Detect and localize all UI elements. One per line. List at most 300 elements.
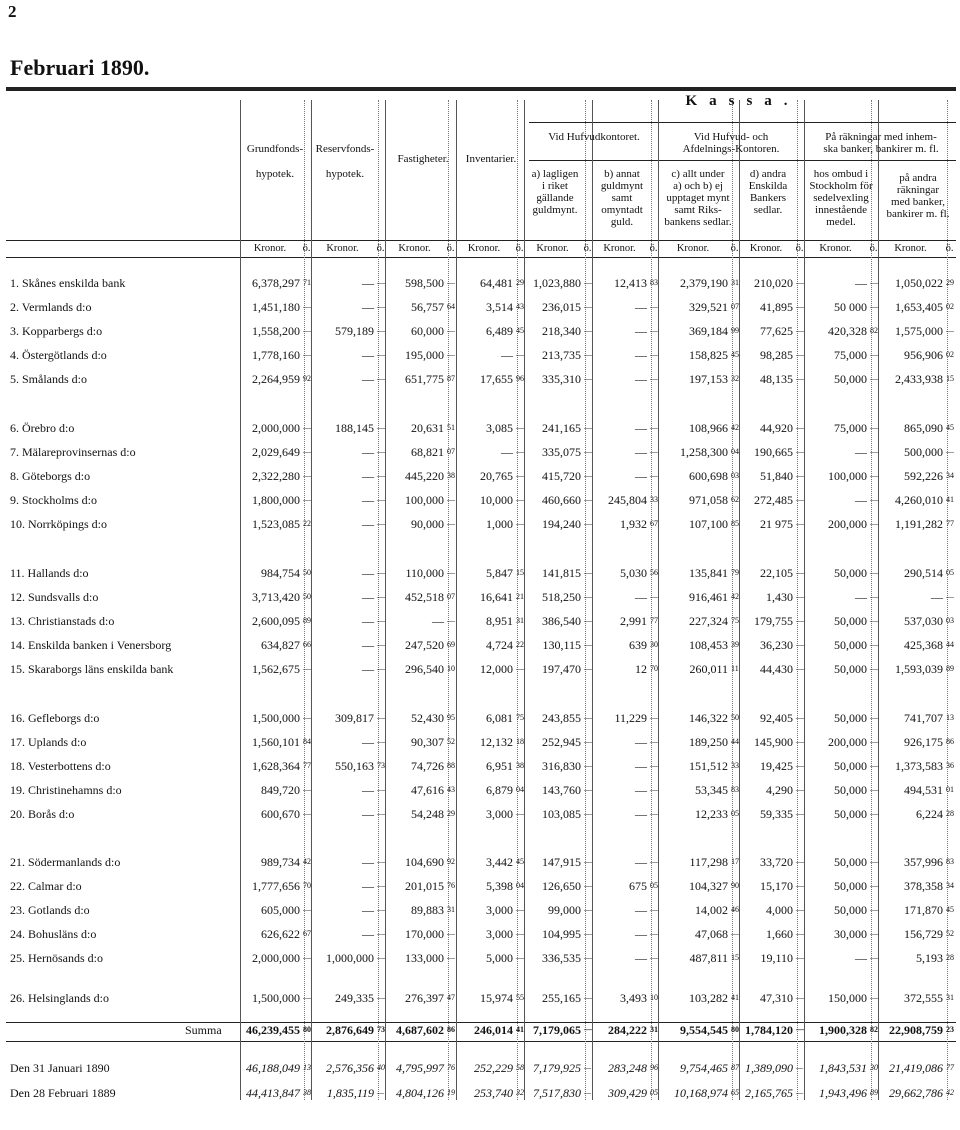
cell-ore: 89 bbox=[946, 664, 954, 673]
cell-ore: 77 bbox=[303, 761, 311, 770]
cell-ore: — bbox=[870, 302, 878, 311]
cell-ore: — bbox=[303, 953, 311, 962]
cell-ore: 83 bbox=[731, 785, 739, 794]
cell-ore: 29 bbox=[516, 278, 524, 287]
cell-kronor: 245,804 bbox=[608, 493, 647, 507]
cell-ore: — bbox=[870, 761, 878, 770]
cell-kronor: 1,660 bbox=[766, 927, 793, 941]
cell-ore: 82 bbox=[870, 326, 878, 335]
cell-ore: — bbox=[377, 857, 385, 866]
cell-ore: 55 bbox=[516, 993, 524, 1002]
cell-ore: 41 bbox=[731, 993, 739, 1002]
cell-kronor: 249,335 bbox=[335, 991, 374, 1005]
cell-kronor: 19,425 bbox=[760, 759, 793, 773]
cell-ore: — bbox=[650, 713, 658, 722]
cell-ore: — bbox=[584, 423, 592, 432]
col-d-header-line: Enskilda bbox=[748, 180, 788, 192]
cell-ore: — bbox=[584, 1025, 592, 1034]
cell-ore: 43 bbox=[516, 302, 524, 311]
cell-kronor: 33,720 bbox=[760, 855, 793, 869]
cell-ore: — bbox=[870, 447, 878, 456]
unit-kronor: Kronor. bbox=[603, 243, 636, 254]
cell-kronor: 16,641 bbox=[480, 590, 513, 604]
pa-rakningar-header bbox=[806, 131, 956, 155]
cell-kronor: — bbox=[362, 927, 374, 941]
cell-kronor: 252,229 bbox=[474, 1061, 513, 1075]
cell-ore: 11 bbox=[731, 664, 739, 673]
cell-ore: 33 bbox=[731, 761, 739, 770]
vid-hufvud-afd-header-line: Afdelnings-Kontoren. bbox=[682, 143, 780, 155]
cell-kronor: 4,687,602 bbox=[396, 1023, 444, 1037]
cell-kronor: 54,248 bbox=[411, 807, 444, 821]
cell-kronor: 36,230 bbox=[760, 638, 793, 652]
col-a-header-line: gällande bbox=[536, 192, 574, 204]
cell-ore: — bbox=[584, 374, 592, 383]
reservfonds-header-2 bbox=[305, 168, 385, 180]
table-row bbox=[0, 443, 960, 461]
cell-kronor: 50 000 bbox=[834, 300, 867, 314]
cell-kronor: 141,815 bbox=[542, 566, 581, 580]
col-b-header-line: guldmynt bbox=[600, 180, 644, 192]
cell-kronor: — bbox=[635, 324, 647, 338]
cell-ore: 30 bbox=[870, 1063, 878, 1072]
unit-kronor: Kronor. bbox=[536, 243, 569, 254]
cell-kronor: 6,224 bbox=[916, 807, 943, 821]
cell-ore: — bbox=[796, 423, 804, 432]
vid-hufvud-afd-header-line: Vid Hufvud- och bbox=[693, 131, 769, 143]
cell-ore: — bbox=[303, 302, 311, 311]
cell-kronor: 255,165 bbox=[542, 991, 581, 1005]
cell-kronor: 3,000 bbox=[486, 807, 513, 821]
table-row bbox=[0, 370, 960, 388]
cell-kronor: 107,100 bbox=[689, 517, 728, 531]
cell-ore: 86 bbox=[946, 737, 954, 746]
cell-ore: — bbox=[796, 881, 804, 890]
cell-kronor: 12,233 bbox=[695, 807, 728, 821]
cell-ore: — bbox=[870, 713, 878, 722]
unit-kronor: Kronor. bbox=[467, 243, 501, 254]
cell-ore: — bbox=[584, 1063, 592, 1072]
cell-ore: — bbox=[303, 713, 311, 722]
cell-kronor: 1,373,583 bbox=[895, 759, 943, 773]
cell-ore: — bbox=[377, 278, 385, 287]
unit-kronor: Kronor. bbox=[819, 243, 852, 254]
cell-ore: — bbox=[447, 953, 455, 962]
cell-ore: 86 bbox=[447, 1025, 455, 1034]
cell-kronor: 236,015 bbox=[542, 300, 581, 314]
cell-ore: 22 bbox=[303, 519, 311, 528]
cell-ore: 95 bbox=[447, 713, 455, 722]
cell-kronor: 6,081 bbox=[486, 711, 513, 725]
cell-kronor: 10,168,974 bbox=[674, 1086, 728, 1100]
cell-kronor: 651,775 bbox=[405, 372, 444, 386]
cell-ore: — bbox=[303, 447, 311, 456]
reservfonds-header-2-line: hypotek. bbox=[325, 168, 365, 180]
cell-ore: 92 bbox=[303, 374, 311, 383]
cell-ore: — bbox=[650, 809, 658, 818]
cell-kronor: — bbox=[362, 735, 374, 749]
cell-kronor: 247,520 bbox=[405, 638, 444, 652]
cell-ore: 67 bbox=[303, 929, 311, 938]
cell-kronor: — bbox=[362, 348, 374, 362]
cell-kronor: 11,229 bbox=[614, 711, 647, 725]
cell-kronor: 1,593,039 bbox=[895, 662, 943, 676]
cell-kronor: 1,843,531 bbox=[819, 1061, 867, 1075]
cell-kronor: 98,285 bbox=[760, 348, 793, 362]
cell-ore: 05 bbox=[731, 809, 739, 818]
cell-kronor: — bbox=[501, 445, 513, 459]
cell-kronor: 75,000 bbox=[834, 348, 867, 362]
cell-kronor: 1,575,000 bbox=[895, 324, 943, 338]
pa-andra-header-line: på andra bbox=[899, 172, 937, 184]
cell-ore: — bbox=[650, 761, 658, 770]
inventarier-header bbox=[457, 153, 525, 165]
cell-ore: — bbox=[303, 785, 311, 794]
cell-kronor: 135,841 bbox=[689, 566, 728, 580]
unit-ore: ö. bbox=[945, 243, 954, 254]
cell-kronor: 4,795,997 bbox=[396, 1061, 444, 1075]
cell-kronor: 1,191,282 bbox=[895, 517, 943, 531]
cell-ore: 28 bbox=[946, 953, 954, 962]
cell-kronor: — bbox=[362, 590, 374, 604]
cell-ore: — bbox=[870, 809, 878, 818]
cell-ore: — bbox=[650, 350, 658, 359]
cell-kronor: 1,777,656 bbox=[252, 879, 300, 893]
cell-ore: — bbox=[447, 495, 455, 504]
grundfonds-header-2 bbox=[240, 168, 310, 180]
table-row bbox=[0, 564, 960, 582]
cell-kronor: 4,260,010 bbox=[895, 493, 943, 507]
cell-kronor: — bbox=[635, 951, 647, 965]
cell-kronor: 29,662,786 bbox=[889, 1086, 943, 1100]
cell-ore: — bbox=[516, 809, 524, 818]
table-row bbox=[0, 515, 960, 533]
cell-ore: — bbox=[584, 519, 592, 528]
cell-ore: — bbox=[870, 640, 878, 649]
row-label: 6. Örebro d:o bbox=[10, 421, 75, 435]
cell-kronor: 4,804,126 bbox=[396, 1086, 444, 1100]
cell-ore: — bbox=[377, 1088, 385, 1097]
table-row bbox=[0, 636, 960, 654]
cell-kronor: 50,000 bbox=[834, 566, 867, 580]
cell-kronor: 916,461 bbox=[689, 590, 728, 604]
cell-ore: 80 bbox=[303, 1025, 311, 1034]
cell-kronor: 1,258,300 bbox=[680, 445, 728, 459]
cell-kronor: — bbox=[501, 348, 513, 362]
cell-ore: — bbox=[650, 857, 658, 866]
rule-line bbox=[529, 122, 956, 123]
cell-ore: — bbox=[377, 350, 385, 359]
cell-ore: 42 bbox=[303, 857, 311, 866]
cell-kronor: 7,517,830 bbox=[533, 1086, 581, 1100]
cell-ore: — bbox=[870, 737, 878, 746]
cell-kronor: 425,368 bbox=[904, 638, 943, 652]
cell-ore: — bbox=[303, 495, 311, 504]
cell-kronor: — bbox=[362, 445, 374, 459]
unit-ore: ö. bbox=[446, 243, 455, 254]
cell-kronor: 195,000 bbox=[405, 348, 444, 362]
cell-kronor: 6,951 bbox=[486, 759, 513, 773]
cell-kronor: 1,500,000 bbox=[252, 711, 300, 725]
table-row bbox=[0, 612, 960, 630]
cell-ore: 89 bbox=[870, 1088, 878, 1097]
fastigheter-header bbox=[388, 153, 458, 165]
cell-kronor: 336,535 bbox=[542, 951, 581, 965]
cell-kronor: 47,068 bbox=[695, 927, 728, 941]
col-d-header-line: d) andra bbox=[749, 168, 787, 180]
cell-kronor: — bbox=[635, 445, 647, 459]
cell-ore: 13 bbox=[946, 713, 954, 722]
col-a-header-line: a) lagligen bbox=[531, 168, 579, 180]
cell-kronor: 104,995 bbox=[542, 927, 581, 941]
cell-ore: — bbox=[516, 495, 524, 504]
table-row bbox=[0, 989, 960, 1007]
cell-ore: 96 bbox=[650, 1063, 658, 1072]
row-label: 18. Vesterbottens d:o bbox=[10, 759, 111, 773]
cell-kronor: 253,740 bbox=[474, 1086, 513, 1100]
cell-kronor: 1,900,328 bbox=[819, 1023, 867, 1037]
col-c-header-line: a) och b) ej bbox=[673, 180, 723, 192]
cell-ore: — bbox=[796, 761, 804, 770]
cell-kronor: 335,075 bbox=[542, 445, 581, 459]
cell-kronor: — bbox=[362, 276, 374, 290]
cell-kronor: 210,020 bbox=[754, 276, 793, 290]
cell-kronor: 4,724 bbox=[486, 638, 513, 652]
cell-kronor: 99,000 bbox=[548, 903, 581, 917]
cell-ore: 31 bbox=[731, 278, 739, 287]
row-label: 12. Sundsvalls d:o bbox=[10, 590, 99, 604]
cell-ore: — bbox=[650, 471, 658, 480]
cell-kronor: — bbox=[855, 276, 867, 290]
table-row bbox=[0, 491, 960, 509]
cell-kronor: 309,429 bbox=[608, 1086, 647, 1100]
cell-kronor: 14,002 bbox=[695, 903, 728, 917]
cell-ore: 42 bbox=[946, 1088, 954, 1097]
cell-ore: 46 bbox=[731, 905, 739, 914]
cell-ore: — bbox=[447, 568, 455, 577]
cell-ore: 02 bbox=[946, 350, 954, 359]
cell-kronor: 600,670 bbox=[261, 807, 300, 821]
cell-ore: — bbox=[946, 592, 954, 601]
cell-ore: — bbox=[516, 519, 524, 528]
cell-ore: 69 bbox=[447, 640, 455, 649]
cell-ore: 73 bbox=[377, 1025, 385, 1034]
cell-kronor: 46,239,455 bbox=[246, 1023, 300, 1037]
cell-kronor: 53,345 bbox=[695, 783, 728, 797]
rule-line bbox=[6, 257, 956, 258]
cell-ore: — bbox=[584, 471, 592, 480]
row-label: 2. Vermlands d:o bbox=[10, 300, 92, 314]
row-label: 17. Uplands d:o bbox=[10, 735, 87, 749]
cell-kronor: 150,000 bbox=[828, 991, 867, 1005]
hos-ombud-header-line: innestående bbox=[815, 204, 867, 216]
cell-ore: — bbox=[584, 278, 592, 287]
cell-ore: 85 bbox=[731, 519, 739, 528]
cell-kronor: 290,514 bbox=[904, 566, 943, 580]
row-label: 11. Hallands d:o bbox=[10, 566, 89, 580]
col-d-header-line: Bankers bbox=[749, 192, 787, 204]
cell-kronor: 276,397 bbox=[405, 991, 444, 1005]
cell-kronor: 1,562,675 bbox=[252, 662, 300, 676]
col-c-header-line: upptaget mynt bbox=[666, 192, 730, 204]
cell-ore: — bbox=[650, 592, 658, 601]
cell-kronor: 9,754,465 bbox=[680, 1061, 728, 1075]
cell-ore: 67 bbox=[650, 519, 658, 528]
cell-ore: 47 bbox=[447, 993, 455, 1002]
cell-ore: — bbox=[946, 447, 954, 456]
cell-ore: — bbox=[584, 993, 592, 1002]
cell-ore: — bbox=[870, 568, 878, 577]
cell-ore: — bbox=[796, 326, 804, 335]
cell-ore: — bbox=[516, 447, 524, 456]
cell-kronor: 1,500,000 bbox=[252, 991, 300, 1005]
table-row bbox=[0, 781, 960, 799]
cell-kronor: 1,523,085 bbox=[252, 517, 300, 531]
cell-ore: — bbox=[377, 905, 385, 914]
cell-kronor: 626,622 bbox=[261, 927, 300, 941]
cell-kronor: 1,050,022 bbox=[895, 276, 943, 290]
row-label: 26. Helsinglands d:o bbox=[10, 991, 109, 1005]
cell-kronor: 518,250 bbox=[542, 590, 581, 604]
cell-ore: — bbox=[796, 302, 804, 311]
cell-kronor: 103,085 bbox=[542, 807, 581, 821]
cell-kronor: 197,470 bbox=[542, 662, 581, 676]
cell-ore: 77 bbox=[946, 1063, 954, 1072]
cell-kronor: 956,906 bbox=[904, 348, 943, 362]
cell-kronor: 100,000 bbox=[405, 493, 444, 507]
cell-kronor: 21 975 bbox=[760, 517, 793, 531]
cell-kronor: — bbox=[362, 855, 374, 869]
cell-ore: — bbox=[584, 350, 592, 359]
cell-ore: — bbox=[516, 905, 524, 914]
cell-ore: 87 bbox=[447, 374, 455, 383]
cell-kronor: 2,433,938 bbox=[895, 372, 943, 386]
cell-ore: 58 bbox=[516, 1063, 524, 1072]
cell-kronor: 12,000 bbox=[480, 662, 513, 676]
cell-kronor: 110,000 bbox=[405, 566, 444, 580]
cell-kronor: 60,000 bbox=[411, 324, 444, 338]
cell-kronor: 20,765 bbox=[480, 469, 513, 483]
cell-ore: — bbox=[650, 447, 658, 456]
cell-kronor: 104,327 bbox=[689, 879, 728, 893]
cell-ore: — bbox=[377, 471, 385, 480]
cell-ore: — bbox=[377, 993, 385, 1002]
cell-kronor: 243,855 bbox=[542, 711, 581, 725]
cell-kronor: 64,481 bbox=[480, 276, 513, 290]
kassa-header: Kassa. bbox=[685, 93, 800, 109]
cell-kronor: 260,011 bbox=[689, 662, 728, 676]
cell-kronor: 22,908,759 bbox=[889, 1023, 943, 1037]
cell-ore: — bbox=[584, 713, 592, 722]
cell-kronor: 108,966 bbox=[689, 421, 728, 435]
row-label: 23. Gotlands d:o bbox=[10, 903, 90, 917]
cell-ore: — bbox=[796, 616, 804, 625]
cell-ore: 43 bbox=[447, 785, 455, 794]
cell-kronor: 44,920 bbox=[760, 421, 793, 435]
cell-ore: 32 bbox=[516, 1088, 524, 1097]
cell-ore: 15 bbox=[946, 374, 954, 383]
hos-ombud-header-line: Stockholm för bbox=[809, 180, 873, 192]
cell-kronor: — bbox=[635, 348, 647, 362]
cell-kronor: 865,090 bbox=[904, 421, 943, 435]
cell-ore: 07 bbox=[447, 592, 455, 601]
cell-kronor: 130,115 bbox=[542, 638, 581, 652]
cell-ore: 41 bbox=[516, 1025, 524, 1034]
cell-kronor: 8,951 bbox=[486, 614, 513, 628]
cell-kronor: 50,000 bbox=[834, 903, 867, 917]
cell-ore: — bbox=[584, 640, 592, 649]
cell-kronor: 50,000 bbox=[834, 855, 867, 869]
col-b-header bbox=[592, 168, 652, 228]
cell-ore: — bbox=[584, 905, 592, 914]
cell-kronor: 1,943,496 bbox=[819, 1086, 867, 1100]
cell-ore: 92 bbox=[447, 857, 455, 866]
cell-ore: 04 bbox=[731, 447, 739, 456]
cell-ore: — bbox=[584, 568, 592, 577]
cell-kronor: 3,442 bbox=[486, 855, 513, 869]
cell-kronor: 133,000 bbox=[405, 951, 444, 965]
cell-ore: 03 bbox=[731, 471, 739, 480]
cell-ore: 76 bbox=[447, 881, 455, 890]
cell-ore: — bbox=[377, 953, 385, 962]
cell-kronor: 600,698 bbox=[689, 469, 728, 483]
cell-ore: 71 bbox=[303, 278, 311, 287]
cell-kronor: 47,310 bbox=[760, 991, 793, 1005]
cell-kronor: — bbox=[855, 951, 867, 965]
cell-kronor: — bbox=[362, 807, 374, 821]
cell-kronor: 1,932 bbox=[620, 517, 647, 531]
cell-kronor: — bbox=[362, 903, 374, 917]
cell-ore: — bbox=[796, 568, 804, 577]
cell-kronor: 147,915 bbox=[542, 855, 581, 869]
cell-kronor: 52,430 bbox=[411, 711, 444, 725]
cell-ore: 77 bbox=[650, 616, 658, 625]
cell-ore: 21 bbox=[516, 592, 524, 601]
cell-ore: 29 bbox=[946, 278, 954, 287]
cell-ore: — bbox=[870, 592, 878, 601]
cell-ore: — bbox=[796, 519, 804, 528]
cell-ore: — bbox=[870, 905, 878, 914]
cell-kronor: 296,540 bbox=[405, 662, 444, 676]
cell-ore: — bbox=[584, 1088, 592, 1097]
cell-kronor: 1,558,200 bbox=[252, 324, 300, 338]
cell-ore: 73 bbox=[377, 761, 385, 770]
cell-kronor: 188,145 bbox=[335, 421, 374, 435]
rule-line bbox=[6, 87, 956, 91]
cell-kronor: 15,170 bbox=[760, 879, 793, 893]
row-label: 22. Calmar d:o bbox=[10, 879, 82, 893]
cell-ore: — bbox=[796, 495, 804, 504]
cell-ore: — bbox=[870, 929, 878, 938]
cell-kronor: — bbox=[362, 469, 374, 483]
cell-kronor: 1,560,101 bbox=[252, 735, 300, 749]
row-label: Den 28 Februari 1889 bbox=[10, 1086, 116, 1100]
cell-ore: 90 bbox=[731, 881, 739, 890]
col-b-header-line: guld. bbox=[610, 216, 634, 228]
cell-ore: 45 bbox=[731, 350, 739, 359]
cell-ore: — bbox=[377, 881, 385, 890]
cell-kronor: 487,811 bbox=[689, 951, 728, 965]
cell-kronor: 1,430 bbox=[766, 590, 793, 604]
cell-ore: 31 bbox=[946, 993, 954, 1002]
cell-kronor: 452,518 bbox=[405, 590, 444, 604]
cell-ore: — bbox=[516, 929, 524, 938]
unit-ore: ö. bbox=[302, 243, 311, 254]
cell-ore: — bbox=[584, 592, 592, 601]
cell-kronor: 5,193 bbox=[916, 951, 943, 965]
grundfonds-header-2-line: hypotek. bbox=[255, 168, 295, 180]
cell-ore: 03 bbox=[946, 616, 954, 625]
